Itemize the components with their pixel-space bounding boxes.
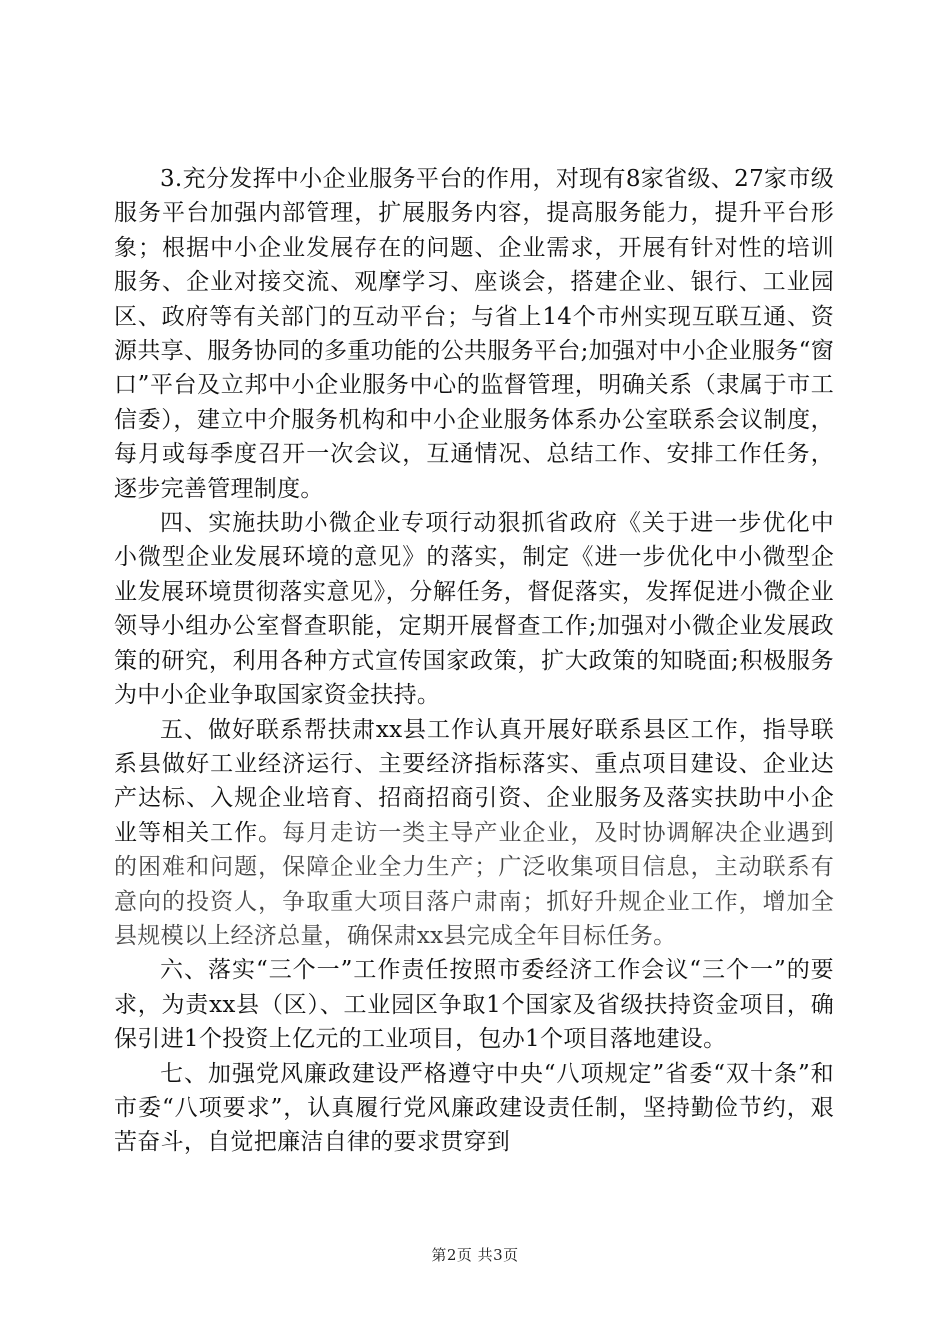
document-body [114, 162, 834, 1160]
page-footer: 第2页 共3页 [431, 1246, 519, 1264]
paragraph-section-five [114, 713, 834, 954]
paragraph-section-four: 四、实施扶助小微企业专项行动狠抓省政府《关于进一步优化中小微型企业发展环境的意见》的落实，制定《进一步优化中小微型企业发展环境贯彻落实意见》，分解任务，督促落实，发挥促进小微企业领导小组办公室督查职能，定期开展督查工作;加强对小微企业发展政策的研究，利用各种方式宣传国家政策，扩大政策的知晓面;积极服务为中小企业争取国家资金扶持。 [114, 510, 834, 709]
paragraph-section-five-text: 五、做好联系帮扶肃xx县工作认真开展好联系县区工作，指导联系县做好工业经济运行、主要经济指标落实、重点项目建设、企业达产达标、入规企业培育、招商招商引资、企业服务及落实扶助中小企业等相关工作。 [114, 716, 834, 846]
paragraph-section-six: 六、落实“三个一”工作责任按照市委经济工作会议“三个一”的要求，为责xx县（区）、工业园区争取1个国家及省级扶持资金项目，确保引进1个投资上亿元的工业项目，包办1个项目落地建设。 [114, 957, 834, 1053]
paragraph-service-platform: 3.充分发挥中小企业服务平台的作用，对现有8家省级、27家市级服务平台加强内部管理，扩展服务内容，提高服务能力，提升平台形象；根据中小企业发展存在的问题、企业需求，开展有针对性的培训服务、企业对接交流、观摩学习、座谈会，搭建企业、银行、工业园区、政府等有关部门的互动平台；与省上14个市州实现互联互通、资源共享、服务协同的多重功能的公共服务平台;加强对中小企业服务“窗口”平台及立邦中小企业服务中心的监督管理，明确关系（隶属于市工信委），建立中介服务机构和中小企业服务体系办公室联系会议制度，每月或每季度召开一次会议，互通情况、总结工作、安排工作任务，逐步完善管理制度。 [114, 166, 834, 502]
paragraph-section-seven: 七、加强党风廉政建设严格遵守中央“八项规定”省委“双十条”和市委“八项要求”，认真履行党风廉政建设责任制，坚持勤俭节约，艰苦奋斗，自觉把廉洁自律的要求贯穿到 [114, 1060, 834, 1156]
paragraph-section-five-continued: 每月走访一类主导产业企业，及时协调解决企业遇到的困难和问题，保障企业全力生产；广泛收集项目信息，主动联系有意向的投资人，争取重大项目落户肃南；抓好升规企业工作，增加全县规模以上经济总量，确保肃xx县完成全年目标任务。 [114, 819, 834, 949]
